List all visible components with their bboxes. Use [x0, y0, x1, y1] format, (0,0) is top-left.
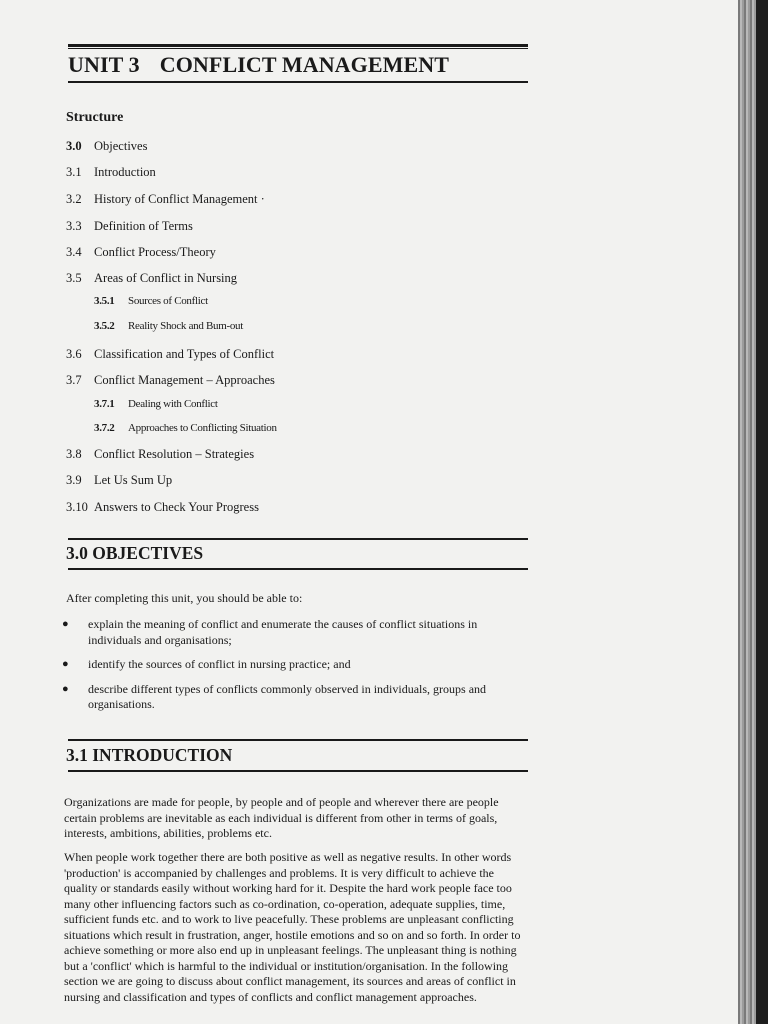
objectives-top-rule: [68, 538, 528, 540]
introduction-paragraph: Organizations are made for people, by people and of people and wherever there are people certain problems are inevitable as each individual is different from other in terms of goals, interests, ambitions, abilities, problems etc.: [64, 795, 499, 840]
bullet-icon: ●: [62, 658, 69, 670]
toc-subitem: 3.7.1 Dealing with Conflict: [94, 398, 218, 410]
structure-heading: Structure: [66, 110, 124, 125]
introduction-paragraph: When people work together there are both positive as well as negative results. In other words 'production' is accompanied by challenges and problems. It is very difficult to achieve the quality or standards easily without working hard for it. Despite the hard work people face too many other influencing factors such as co-ordination, co-operation, adequate supplies, time, sufficient funds etc. and to work to live peacefully. These problems are unpleasant conflicting situations which result in frustration, anger, hostile emotions and so on and so forth. In order to achieve something or more also end up in unpleasant feelings. The unpleasant thing is nothing but a 'conflict' which is harmful to the individual or institution/organisation. In the following section we are going to discuss about conflict management, its sources and areas of conflict in nursing and classification and types of conflicts and conflict management approaches.: [64, 850, 521, 1004]
title-top-rule-thin: [68, 48, 528, 49]
title-bottom-rule: [68, 81, 528, 83]
introduction-bottom-rule: [68, 770, 528, 772]
introduction-heading: 3.1 INTRODUCTION: [66, 745, 233, 765]
objective-item: ● explain the meaning of conflict and enumerate the causes of conflict situations in individuals and organisations;: [62, 617, 478, 647]
toc-item: 3.8 Conflict Resolution – Strategies: [66, 447, 255, 461]
toc-item: 3.10 Answers to Check Your Progress: [66, 500, 259, 514]
toc-item: 3.7 Conflict Management – Approaches: [66, 373, 275, 387]
unit-title: [68, 52, 449, 78]
objective-item: ● identify the sources of conflict in nursing practice; and: [62, 657, 351, 671]
unit-name: CONFLICT MANAGEMENT: [159, 52, 450, 77]
toc-item: 3.3 Definition of Terms: [66, 219, 193, 233]
toc-item: 3.0 Objectives: [66, 139, 148, 153]
unit-number: UNIT 3: [68, 52, 140, 77]
objectives-list: [62, 617, 512, 722]
toc-subitem: 3.7.2 Approaches to Conflicting Situation: [94, 422, 277, 434]
objectives-heading: 3.0 OBJECTIVES: [66, 543, 204, 563]
toc-item: 3.2 History of Conflict Management ·: [66, 192, 265, 206]
toc-item: 3.6 Classification and Types of Conflict: [66, 347, 275, 361]
title-top-rule: [68, 44, 528, 47]
book-spine-edge: [738, 0, 768, 1024]
objectives-bottom-rule: [68, 568, 528, 570]
toc-subitem: 3.5.2 Reality Shock and Bum-out: [94, 320, 244, 332]
bullet-icon: ●: [62, 618, 69, 630]
introduction-top-rule: [68, 739, 528, 741]
toc-item: 3.4 Conflict Process/Theory: [66, 245, 216, 259]
toc-subitem: 3.5.1 Sources of Conflict: [94, 295, 208, 307]
bullet-icon: ●: [62, 682, 69, 695]
toc-item: 3.9 Let Us Sum Up: [66, 473, 173, 487]
toc-item: 3.5 Areas of Conflict in Nursing: [66, 271, 238, 285]
objective-item: ● describe different types of conflicts commonly observed in individuals, groups and organisations.: [62, 681, 487, 711]
toc-item: 3.1 Introduction: [66, 165, 156, 179]
objectives-intro: After completing this unit, you should be able to:: [66, 591, 303, 605]
